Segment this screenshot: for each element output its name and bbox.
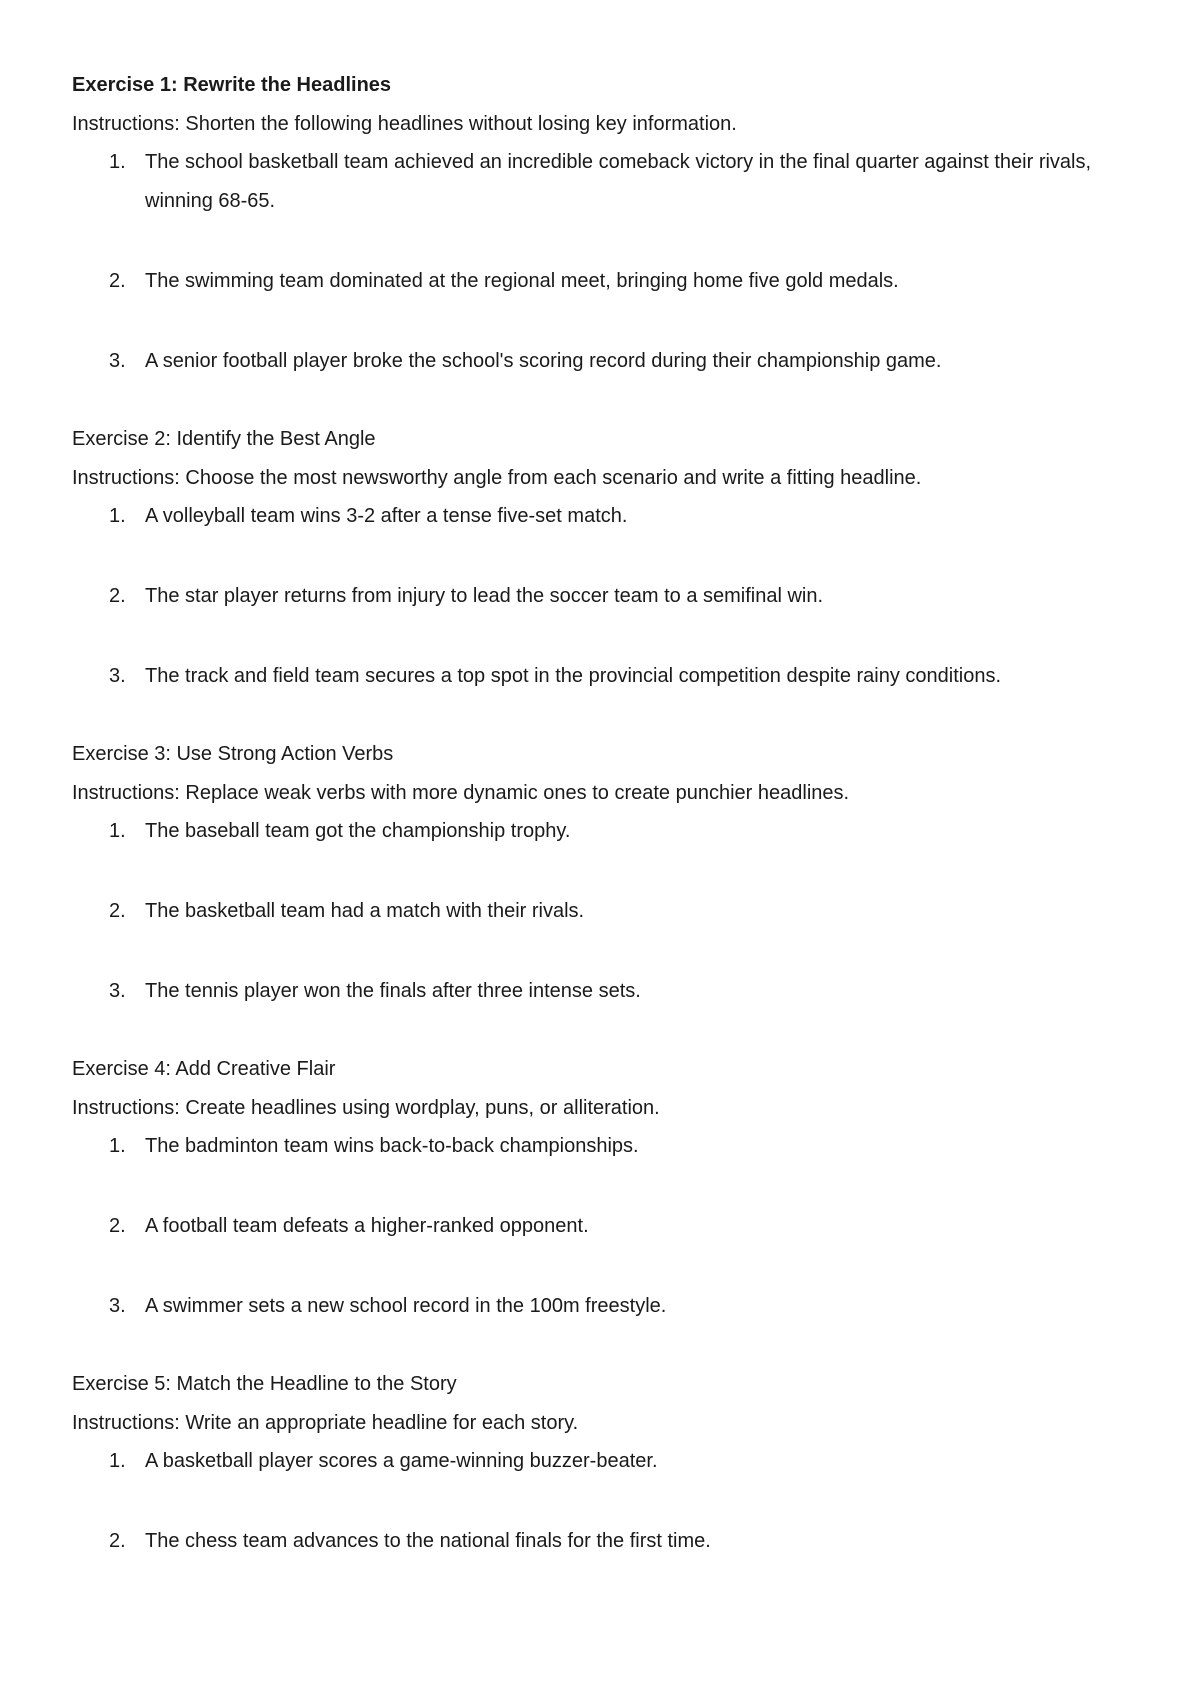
- item-number: 2.: [109, 1530, 126, 1552]
- exercise-list: [72, 812, 1200, 1011]
- item-number: 1.: [109, 151, 126, 173]
- exercise-instructions: Instructions: Choose the most newsworthy angle from each scenario and write a fitting headline.: [72, 467, 922, 489]
- item-text: A volleyball team wins 3-2 after a tense five-set match.: [145, 505, 628, 527]
- list-item: [72, 972, 1107, 1011]
- item-number: 2.: [109, 900, 126, 922]
- item-text: A senior football player broke the school's scoring record during their championship game.: [145, 350, 942, 372]
- exercise-instructions: Instructions: Create headlines using wordplay, puns, or alliteration.: [72, 1097, 660, 1119]
- exercise-3: [72, 735, 1200, 1011]
- exercise-list: [72, 1442, 1200, 1561]
- item-number: 3.: [109, 1295, 126, 1317]
- item-number: 1.: [109, 1135, 126, 1157]
- item-number: 3.: [109, 350, 126, 372]
- item-text: A football team defeats a higher-ranked opponent.: [145, 1215, 589, 1237]
- item-text: The tennis player won the finals after three intense sets.: [145, 980, 641, 1002]
- item-text: The track and field team secures a top spot in the provincial competition despite rainy conditions.: [145, 665, 1002, 687]
- exercise-5: [72, 1365, 1200, 1561]
- exercise-list: [72, 143, 1200, 381]
- item-text: The school basketball team achieved an incredible comeback victory in the final quarter against their rivals, winning 68-65.: [145, 151, 1092, 212]
- list-item: [72, 1442, 1107, 1481]
- item-number: 2.: [109, 1215, 126, 1237]
- exercise-title: Exercise 1: Rewrite the Headlines: [72, 74, 392, 96]
- item-number: 2.: [109, 585, 126, 607]
- exercise-instructions: Instructions: Replace weak verbs with more dynamic ones to create punchier headlines.: [72, 782, 850, 804]
- item-number: 1.: [109, 1450, 126, 1472]
- item-text: The swimming team dominated at the regional meet, bringing home five gold medals.: [145, 270, 899, 292]
- item-number: 3.: [109, 980, 126, 1002]
- item-number: 2.: [109, 270, 126, 292]
- item-number: 1.: [109, 505, 126, 527]
- list-item: [72, 497, 1107, 536]
- item-text: The baseball team got the championship trophy.: [145, 820, 571, 842]
- list-item: [72, 657, 1107, 696]
- list-item: [72, 143, 1107, 221]
- item-text: The chess team advances to the national finals for the first time.: [145, 1530, 711, 1552]
- exercise-list: [72, 1127, 1200, 1326]
- item-number: 1.: [109, 820, 126, 842]
- item-text: The badminton team wins back-to-back championships.: [145, 1135, 639, 1157]
- exercise-title: Exercise 3: Use Strong Action Verbs: [72, 743, 394, 765]
- item-text: A swimmer sets a new school record in the 100m freestyle.: [145, 1295, 667, 1317]
- exercise-1: [72, 66, 1200, 381]
- list-item: [72, 1287, 1107, 1326]
- item-number: 3.: [109, 665, 126, 687]
- list-item: [72, 1522, 1107, 1561]
- item-text: A basketball player scores a game-winning buzzer-beater.: [145, 1450, 658, 1472]
- exercise-4: [72, 1050, 1200, 1326]
- exercise-list: [72, 497, 1200, 696]
- exercise-title: Exercise 2: Identify the Best Angle: [72, 428, 376, 450]
- exercise-title: Exercise 5: Match the Headline to the Story: [72, 1373, 457, 1395]
- exercise-title: Exercise 4: Add Creative Flair: [72, 1058, 336, 1080]
- list-item: [72, 342, 1107, 381]
- exercise-instructions: Instructions: Shorten the following headlines without losing key information.: [72, 113, 737, 135]
- list-item: [72, 812, 1107, 851]
- exercise-instructions: Instructions: Write an appropriate headline for each story.: [72, 1412, 579, 1434]
- list-item: [72, 262, 1107, 301]
- exercise-2: [72, 420, 1200, 696]
- item-text: The basketball team had a match with their rivals.: [145, 900, 585, 922]
- item-text: The star player returns from injury to lead the soccer team to a semifinal win.: [145, 585, 824, 607]
- list-item: [72, 577, 1107, 616]
- list-item: [72, 892, 1107, 931]
- list-item: [72, 1207, 1107, 1246]
- list-item: [72, 1127, 1107, 1166]
